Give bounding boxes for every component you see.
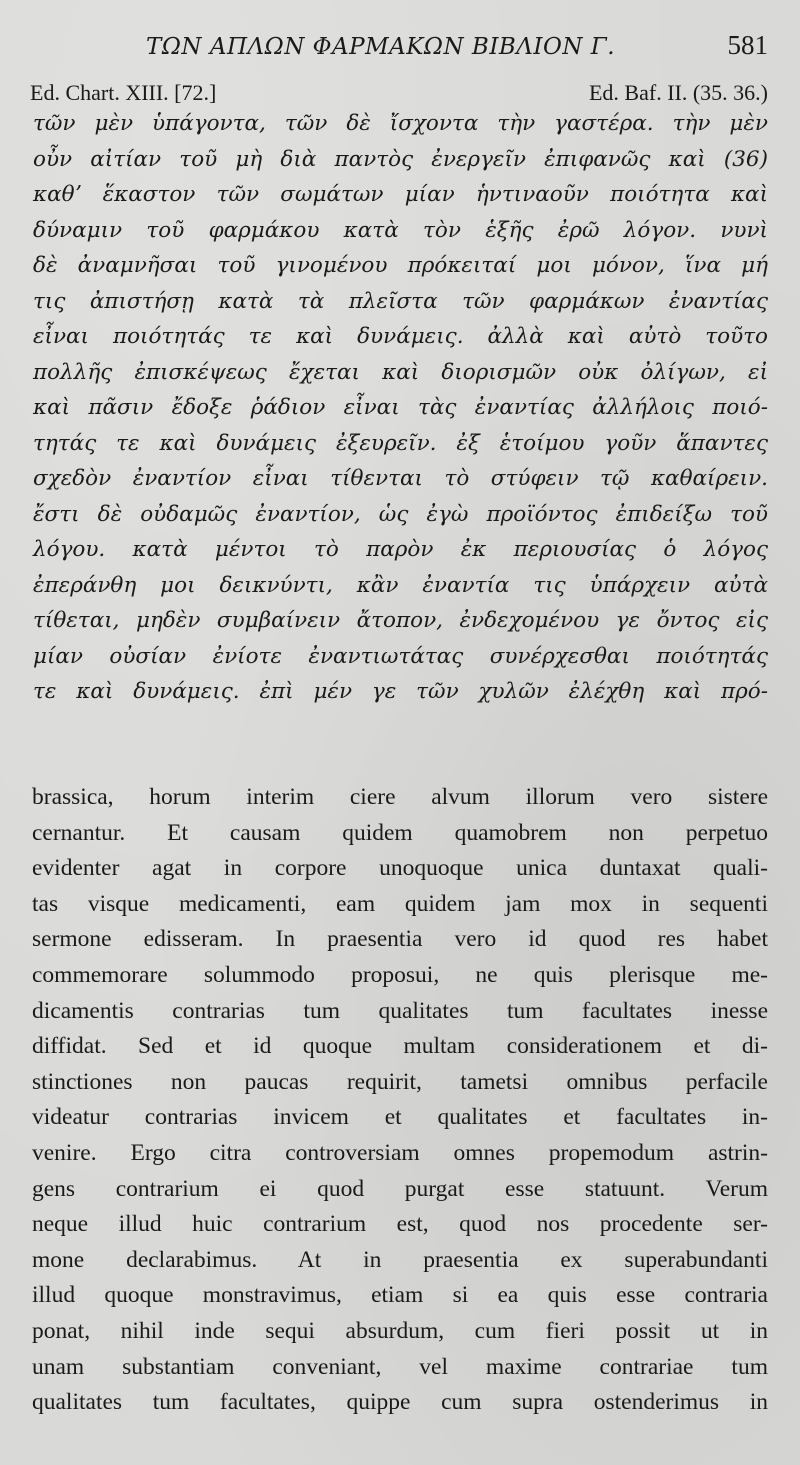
latin-line: mone declarabimus. At in praesentia ex superabundanti [32,1246,768,1273]
latin-line: unam substantiam conveniant, vel maxime contrariae tum [32,1353,768,1380]
latin-line: stinctiones non paucas requirit, tametsi omnibus perfacile [32,1068,768,1095]
latin-line: illud quoque monstravimus, etiam si ea quis esse contraria [32,1282,768,1309]
page-number: 581 [727,30,768,60]
greek-line: τίθεται, μηδὲν συμβαίνειν ἄτοπον, ἐνδεχομένου γε ὄντος εἰς [33,608,768,633]
latin-line: qualitates tum facultates, quippe cum supra ostenderimus in [32,1389,768,1416]
latin-line: gens contrarium ei quod purgat esse statuunt. Verum [32,1175,768,1202]
latin-line: dicamentis contrarias tum qualitates tum facultates inesse [32,997,768,1024]
latin-text-block [32,780,768,1421]
greek-line: πολλῆς ἐπισκέψεως ἔχεται καὶ διορισμῶν οὐκ ὀλίγων, εἰ [33,359,768,385]
greek-line: καθʼ ἕκαστον τῶν σωμάτων μίαν ἡντιναοῦν ποιότητα καὶ [33,182,768,207]
greek-line: τῶν μὲν ὑπάγοντα, τῶν δὲ ἴσχοντα τὴν γαστέρα. τὴν μὲν [33,111,768,136]
latin-line: commemorare solummodo proposui, ne quis plerisque me- [32,961,768,988]
greek-line: οὖν αἰτίαν τοῦ μὴ διὰ παντὸς ἐνεργεῖν ἐπιφανῶς καὶ (36) [33,146,768,172]
greek-line: μίαν οὐσίαν ἐνίοτε ἐναντιωτάτας συνέρχεσθαι ποιότητάς [33,643,768,669]
latin-line: evidenter agat in corpore unoquoque unica duntaxat quali- [32,855,768,882]
greek-text-block [33,106,768,710]
running-head [0,28,800,68]
greek-line: τητάς τε καὶ δυνάμεις ἐξευρεῖν. ἐξ ἑτοίμου γοῦν ἅπαντες [33,430,768,456]
greek-line: λόγου. κατὰ μέντοι τὸ παρὸν ἐκ περιουσίας ὁ λόγος [33,537,768,562]
greek-line: δὲ ἀναμνῆσαι τοῦ γινομένου πρόκειταί μοι μόνον, ἵνα μή [33,253,768,278]
edition-reference-chartier: Ed. Chart. XIII. [72.] [30,80,217,105]
greek-line: εἶναι ποιότητάς τε καὶ δυνάμεις. ἀλλὰ καὶ αὐτὸ τοῦτο [33,324,768,349]
edition-reference-basel: Ed. Baf. II. (35. 36.) [588,80,768,105]
greek-line: τις ἀπιστήσῃ κατὰ τὰ πλεῖστα τῶν φαρμάκων ἐναντίας [33,288,768,314]
latin-line: videatur contrarias invicem et qualitates et facultates in- [32,1104,768,1131]
greek-line: ἐπεράνθη μοι δεικνύντι, κἂν ἐναντία τις ὑπάρχειν αὐτὰ [33,572,768,598]
greek-line: τε καὶ δυνάμεις. ἐπὶ μέν γε τῶν χυλῶν ἐλέχθη καὶ πρό- [33,679,768,704]
latin-line: sermone edisseram. In praesentia vero id quod res habet [32,926,768,953]
latin-line: neque illud huic contrarium est, quod nos procedente ser- [32,1211,768,1238]
greek-line: καὶ πᾶσιν ἔδοξε ῥάδιον εἶναι τὰς ἐναντίας ἀλλήλοις ποιό- [33,395,768,420]
latin-line: brassica, horum interim ciere alvum illorum vero sistere [32,784,768,810]
greek-line: δύναμιν τοῦ φαρμάκου κατὰ τὸν ἑξῆς ἐρῶ λόγον. νυνὶ [33,217,768,243]
latin-line: cernantur. Et causam quidem quamobrem non perpetuo [32,819,768,846]
latin-line: venire. Ergo citra controversiam omnes propemodum astrin- [32,1139,768,1166]
latin-line: ponat, nihil inde sequi absurdum, cum fieri possit ut in [32,1317,768,1344]
latin-line: diffidat. Sed et id quoque multam considerationem et di- [32,1033,768,1060]
greek-line: ἔστι δὲ οὐδαμῶς ἐναντίον, ὡς ἐγὼ προϊόντος ἐπιδείξω τοῦ [33,501,768,527]
running-title: ΤΩΝ ΑΠΛΩΝ ΦΑΡΜΑΚΩΝ ΒΙΒΛΙΟΝ Γ. [146,34,616,60]
latin-line: tas visque medicamenti, eam quidem jam mox in sequenti [32,890,768,917]
greek-line: σχεδὸν ἐναντίον εἶναι τίθενται τὸ στύφειν τῷ καθαίρειν. [33,466,768,491]
